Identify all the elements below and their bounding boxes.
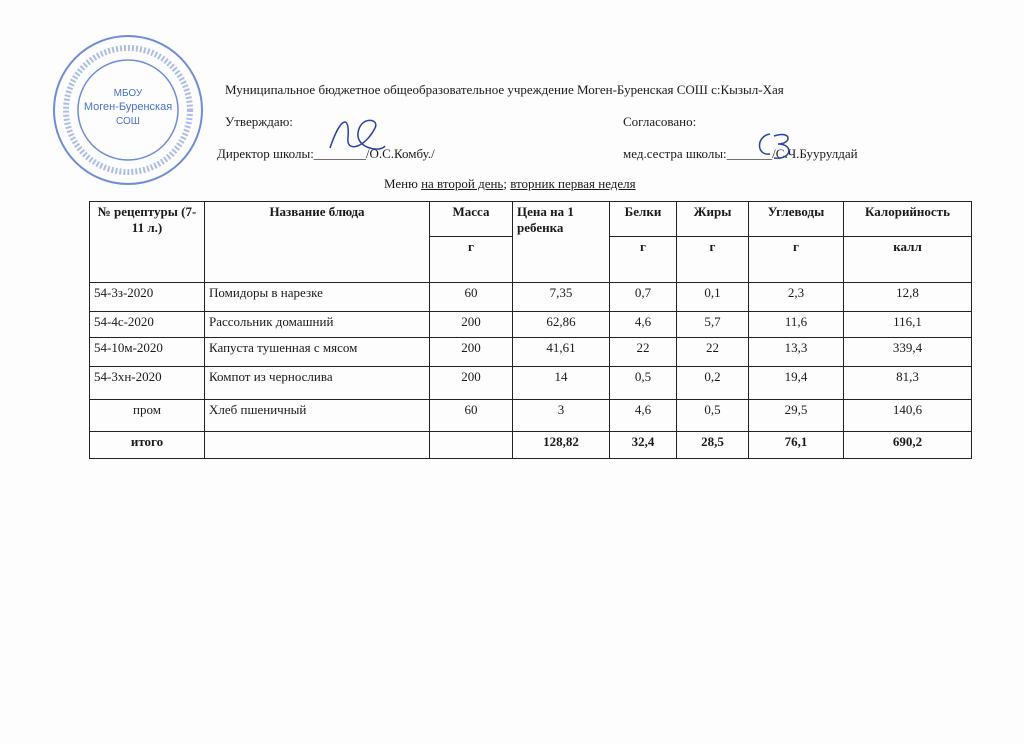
menu-table: [89, 201, 972, 459]
col-calories: Калорийность: [844, 202, 972, 237]
name-cell: Хлеб пшеничный: [205, 400, 430, 432]
protein-cell: 0,5: [610, 367, 677, 400]
institution-name: Муниципальное бюджетное общеобразовательное учреждение Моген-Буренская СОШ с:Кызыл-Хая: [225, 82, 784, 97]
recipe-cell: 54-10м-2020: [90, 338, 205, 367]
recipe-cell: 54-3з-2020: [90, 283, 205, 312]
empty-cell: [205, 432, 430, 459]
stamp-text-line: СОШ: [116, 116, 140, 127]
price-cell: 7,35: [513, 283, 610, 312]
unit-mass: г: [430, 237, 513, 283]
calories-cell: 12,8: [844, 283, 972, 312]
mass-cell: 60: [430, 400, 513, 432]
director-signature: [320, 108, 390, 158]
nurse-signature: [752, 128, 802, 162]
carbs-cell: 2,3: [749, 283, 844, 312]
fat-cell: 0,1: [677, 283, 749, 312]
carbs-cell: 19,4: [749, 367, 844, 400]
menu-separator: ;: [503, 176, 511, 191]
mass-cell: 200: [430, 338, 513, 367]
price-cell: 62,86: [513, 312, 610, 338]
carbs-cell: 11,6: [749, 312, 844, 338]
col-price: Цена на 1 ребенка: [513, 202, 610, 283]
name-cell: Рассольник домашний: [205, 312, 430, 338]
col-mass: Масса: [430, 202, 513, 237]
price-cell: 41,61: [513, 338, 610, 367]
carbs-cell: 13,3: [749, 338, 844, 367]
name-cell: Капуста тушенная с мясом: [205, 338, 430, 367]
price-cell: 14: [513, 367, 610, 400]
stamp-text-line: Моген-Буренская: [83, 101, 173, 113]
calories-cell: 339,4: [844, 338, 972, 367]
menu-week: вторник первая неделя: [510, 176, 636, 191]
mass-cell: 200: [430, 367, 513, 400]
calories-cell: 140,6: [844, 400, 972, 432]
table-row: [90, 312, 972, 338]
table-row: [90, 338, 972, 367]
carbs-cell: 29,5: [749, 400, 844, 432]
recipe-cell: пром: [90, 400, 205, 432]
total-protein: 32,4: [610, 432, 677, 459]
table-row: [90, 283, 972, 312]
protein-cell: 4,6: [610, 400, 677, 432]
col-carbs: Углеводы: [749, 202, 844, 237]
menu-prefix: Меню: [384, 176, 422, 191]
stamp-text-line: МБОУ: [113, 88, 143, 99]
col-recipe: № рецептуры (7-11 л.): [90, 202, 205, 283]
calories-cell: 116,1: [844, 312, 972, 338]
director-signature-line: Директор школы:________/О.С.Комбу./: [217, 146, 435, 161]
nurse-signature-line: мед.сестра школы:_______/С.Ч.Буурулдай: [623, 146, 858, 161]
fat-cell: 22: [677, 338, 749, 367]
agreed-label: Согласовано:: [623, 114, 697, 129]
protein-cell: 0,7: [610, 283, 677, 312]
unit-carbs: г: [749, 237, 844, 283]
table-row: [90, 400, 972, 432]
fat-cell: 0,5: [677, 400, 749, 432]
unit-fat: г: [677, 237, 749, 283]
recipe-cell: 54-4с-2020: [90, 312, 205, 338]
fat-cell: 0,2: [677, 367, 749, 400]
empty-cell: [430, 432, 513, 459]
total-row: [90, 432, 972, 459]
calories-cell: 81,3: [844, 367, 972, 400]
protein-cell: 4,6: [610, 312, 677, 338]
mass-cell: 200: [430, 312, 513, 338]
col-protein: Белки: [610, 202, 677, 237]
price-cell: 3: [513, 400, 610, 432]
approve-label: Утверждаю:: [225, 114, 293, 129]
fat-cell: 5,7: [677, 312, 749, 338]
total-fat: 28,5: [677, 432, 749, 459]
name-cell: Помидоры в нарезке: [205, 283, 430, 312]
col-name: Название блюда: [205, 202, 430, 283]
menu-day: на второй день: [421, 176, 504, 191]
total-label: итого: [90, 432, 205, 459]
unit-protein: г: [610, 237, 677, 283]
total-carbs: 76,1: [749, 432, 844, 459]
protein-cell: 22: [610, 338, 677, 367]
recipe-cell: 54-3хн-2020: [90, 367, 205, 400]
school-stamp: [48, 30, 208, 190]
total-price: 128,82: [513, 432, 610, 459]
table-row: [90, 367, 972, 400]
unit-calories: калл: [844, 237, 972, 283]
total-calories: 690,2: [844, 432, 972, 459]
col-fat: Жиры: [677, 202, 749, 237]
name-cell: Компот из чернослива: [205, 367, 430, 400]
mass-cell: 60: [430, 283, 513, 312]
menu-title: [384, 176, 636, 192]
